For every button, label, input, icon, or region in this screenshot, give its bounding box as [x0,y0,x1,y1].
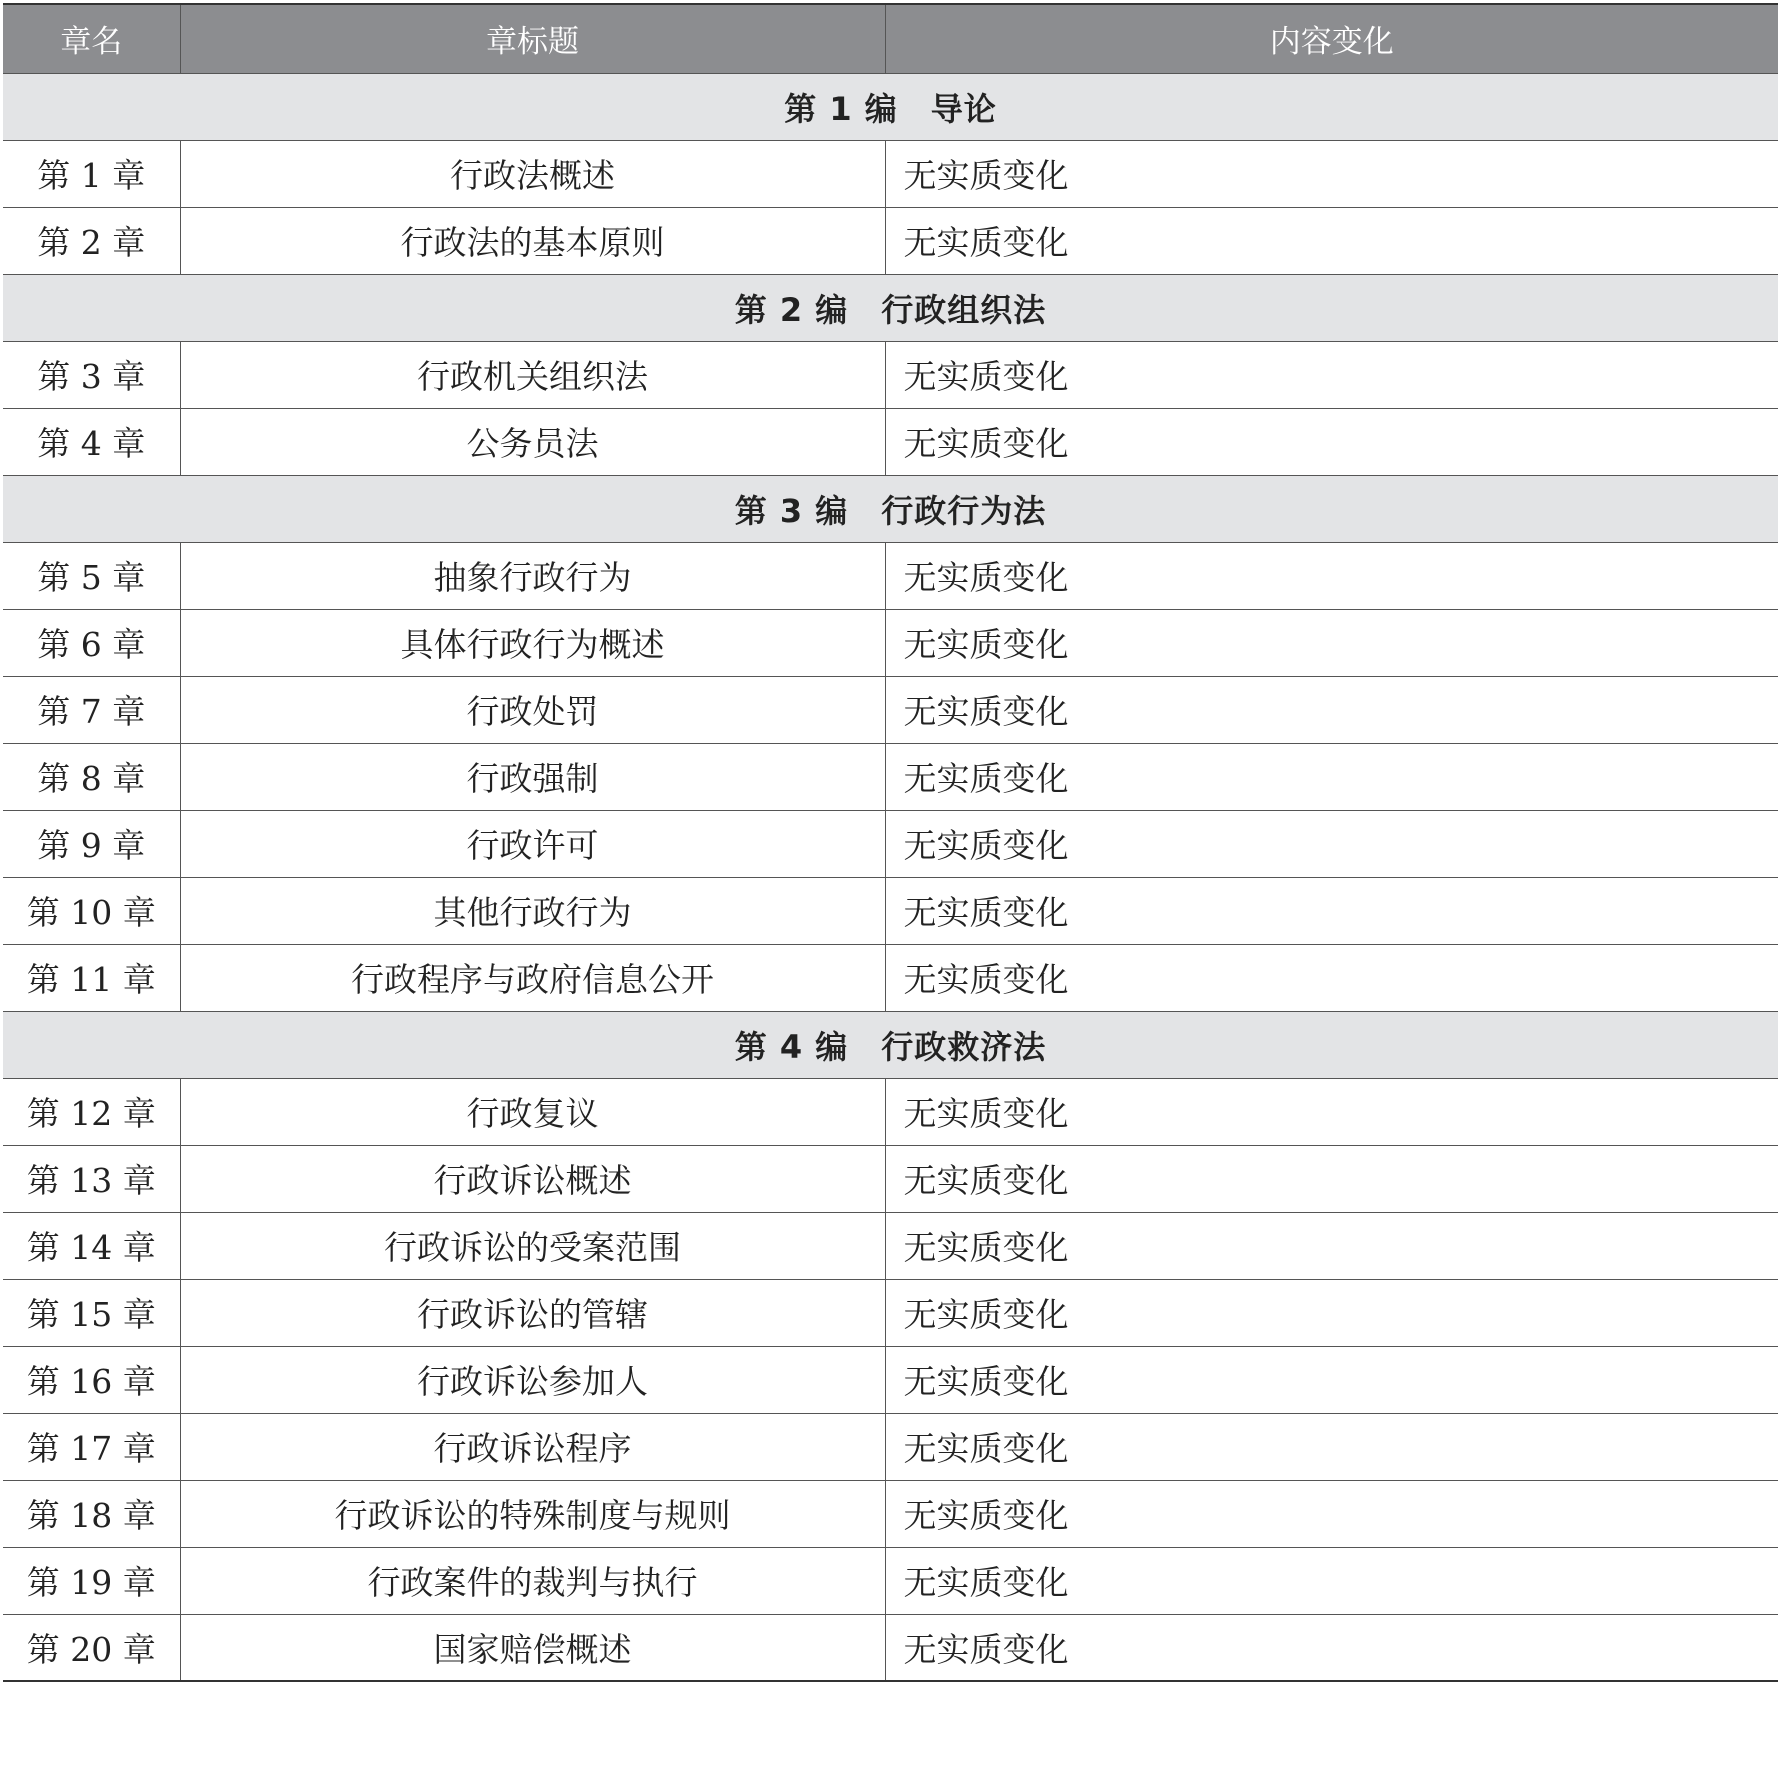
section-row [3,274,1778,341]
title-cell: 行政诉讼的管辖 [180,1279,885,1346]
table-row [3,408,1778,475]
chapter-cell: 第 6 章 [3,609,180,676]
table-row [3,140,1778,207]
change-cell: 无实质变化 [885,810,1778,877]
title-cell: 公务员法 [180,408,885,475]
title-cell: 行政案件的裁判与执行 [180,1547,885,1614]
change-cell: 无实质变化 [885,1614,1778,1681]
chapter-cell: 第 12 章 [3,1078,180,1145]
change-cell: 无实质变化 [885,676,1778,743]
title-cell: 行政诉讼的特殊制度与规则 [180,1480,885,1547]
section-label: 第 1 编 导论 [3,73,1778,140]
change-cell: 无实质变化 [885,1279,1778,1346]
change-cell: 无实质变化 [885,1480,1778,1547]
title-cell: 行政诉讼参加人 [180,1346,885,1413]
chapter-cell: 第 14 章 [3,1212,180,1279]
header-row [3,4,1778,73]
change-cell: 无实质变化 [885,341,1778,408]
chapter-cell: 第 7 章 [3,676,180,743]
header-change: 内容变化 [885,4,1778,73]
table-row [3,1145,1778,1212]
table-row [3,1078,1778,1145]
chapter-cell: 第 3 章 [3,341,180,408]
table-row [3,676,1778,743]
table-row [3,341,1778,408]
change-cell: 无实质变化 [885,1212,1778,1279]
change-cell: 无实质变化 [885,944,1778,1011]
table-row [3,1279,1778,1346]
section-row [3,475,1778,542]
header-chapter: 章名 [3,4,180,73]
table-row [3,1547,1778,1614]
chapter-cell: 第 2 章 [3,207,180,274]
chapter-cell: 第 11 章 [3,944,180,1011]
chapter-cell: 第 4 章 [3,408,180,475]
title-cell: 行政程序与政府信息公开 [180,944,885,1011]
title-cell: 其他行政行为 [180,877,885,944]
section-row [3,1011,1778,1078]
chapter-cell: 第 9 章 [3,810,180,877]
table-row [3,944,1778,1011]
chapter-cell: 第 16 章 [3,1346,180,1413]
table-row [3,877,1778,944]
table-row [3,1413,1778,1480]
title-cell: 抽象行政行为 [180,542,885,609]
title-cell: 行政诉讼程序 [180,1413,885,1480]
title-cell: 行政强制 [180,743,885,810]
table-row [3,810,1778,877]
title-cell: 行政机关组织法 [180,341,885,408]
chapter-cell: 第 1 章 [3,140,180,207]
change-cell: 无实质变化 [885,609,1778,676]
table-row [3,1212,1778,1279]
change-cell: 无实质变化 [885,207,1778,274]
chapter-changes-table [3,3,1778,1682]
chapter-cell: 第 19 章 [3,1547,180,1614]
section-label: 第 4 编 行政救济法 [3,1011,1778,1078]
chapter-cell: 第 15 章 [3,1279,180,1346]
change-cell: 无实质变化 [885,1145,1778,1212]
chapter-cell: 第 20 章 [3,1614,180,1681]
table-row [3,542,1778,609]
chapter-cell: 第 18 章 [3,1480,180,1547]
chapter-cell: 第 10 章 [3,877,180,944]
title-cell: 行政许可 [180,810,885,877]
table-row [3,609,1778,676]
table-row [3,1480,1778,1547]
change-cell: 无实质变化 [885,140,1778,207]
change-cell: 无实质变化 [885,877,1778,944]
table-body [3,73,1778,1681]
table-row [3,207,1778,274]
table-row [3,1346,1778,1413]
change-cell: 无实质变化 [885,1413,1778,1480]
title-cell: 行政诉讼概述 [180,1145,885,1212]
change-cell: 无实质变化 [885,1078,1778,1145]
section-label: 第 2 编 行政组织法 [3,274,1778,341]
change-cell: 无实质变化 [885,1346,1778,1413]
change-cell: 无实质变化 [885,408,1778,475]
change-cell: 无实质变化 [885,1547,1778,1614]
table-row [3,743,1778,810]
header-title: 章标题 [180,4,885,73]
title-cell: 行政诉讼的受案范围 [180,1212,885,1279]
chapter-cell: 第 17 章 [3,1413,180,1480]
section-row [3,73,1778,140]
title-cell: 行政法的基本原则 [180,207,885,274]
change-cell: 无实质变化 [885,542,1778,609]
title-cell: 国家赔偿概述 [180,1614,885,1681]
title-cell: 行政复议 [180,1078,885,1145]
change-cell: 无实质变化 [885,743,1778,810]
section-label: 第 3 编 行政行为法 [3,475,1778,542]
chapter-cell: 第 5 章 [3,542,180,609]
table-row [3,1614,1778,1681]
title-cell: 具体行政行为概述 [180,609,885,676]
chapter-cell: 第 13 章 [3,1145,180,1212]
chapter-cell: 第 8 章 [3,743,180,810]
title-cell: 行政处罚 [180,676,885,743]
title-cell: 行政法概述 [180,140,885,207]
